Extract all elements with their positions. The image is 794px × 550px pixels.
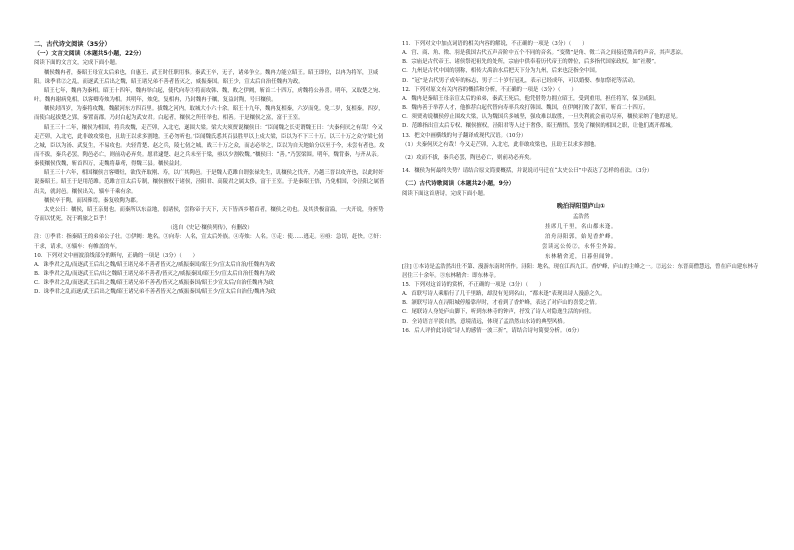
passage-paragraph: 穰侯魏冉者，秦昭王母宣太后弟也，自惠王、武王时任职用事。秦武王卒，无子，诸弟争立。魏冉力能立昭王。昭王即位，以冉为将军，卫咸阳。诛季君②之乱，而逐武王后出之魏，昭王诸兄弟不善者皆灭之，威振秦国。昭王少，宣太后自治任魏冉为政。 bbox=[34, 69, 379, 85]
poem-line: 挂席几千里，名山都未逢。 bbox=[545, 223, 617, 230]
question-10-option-d: D．诛季君之乱而逐/武王后出之魏/昭王诸兄弟不善者皆灭之/威振秦国/昭王少/宣太后自治任/魏冉为政 bbox=[34, 289, 276, 296]
question-13-item-2: （2）攻而不拔，秦兵必罢，陶邑必亡，则前功必弃矣。 bbox=[402, 154, 535, 161]
question-11-option-d: D．“冠”是古代男子成年的标志，男子二十岁行冠礼，表示已经成年，可以婚娶、参加祭祀等活动。 bbox=[402, 77, 639, 84]
right-column bbox=[402, 40, 760, 336]
passage-paragraph: 昭王三十六年，相国穰侯言客卿灶，欲伐齐取刚、寿，以广其陶邑。于是魏人范雎自谓张禄先生，讥穰侯之伐齐，乃越三晋以攻齐也，以此时奸说秦昭王。昭王于是用范雎。范雎言宣太后专制，穰侯擅权于诸侯，泾阳君、高陵君之属太侈，富于王室。于是秦昭王悟，乃免相国，令泾阳之属皆出关，就封邑。穰侯出关，辎车千乘有余。 bbox=[34, 170, 385, 195]
question-13: 13．把文中画横线的句子翻译成现代汉语。（10分） bbox=[402, 132, 527, 139]
question-10: 10．下列对文中画波浪线部分的断句，正确的一项是（3分）（ ） bbox=[34, 252, 198, 259]
poem-line: 东林精舍近，日暮但闻钟。 bbox=[545, 254, 617, 261]
section-title: 二、古代诗文阅读（35分） bbox=[34, 41, 111, 48]
question-12-option-d: D．范雎指出宣太后专权、穰侯擅权，泾阳君等人过于奢侈，昭王醒悟，罢免了穰侯的相国之职，让他们离开都城。 bbox=[402, 123, 676, 130]
question-10-option-a: A．诛季君之乱/而逐武王后出之魏/昭王诸兄弟不善者皆灭之/威振秦国/昭王少/宣太后自治/任魏冉为政 bbox=[34, 261, 276, 268]
question-12-option-c: C．须贾劝说穰侯停止围攻大梁，认为魏国兵多城坚，强攻难以取胜，一旦失利就会前功尽弃，穰侯采纳了他的意见。 bbox=[402, 114, 682, 121]
poetry-instructions: 阅读下面这首唐诗，完成下面小题。 bbox=[402, 190, 489, 197]
question-12-option-a: A．魏冉是秦昭王母亲宣太后的弟弟，秦武王死后，他凭借势力拥立昭王，受到重用，担任将军，保卫咸阳。 bbox=[402, 95, 660, 102]
passage-paragraph: 穰侯卒于陶，而因葬焉。秦复收陶为郡。 bbox=[44, 197, 142, 204]
poem-line: 泊舟浔阳郭，始见香炉峰。 bbox=[545, 233, 617, 240]
question-15-option-d: D．全诗语言平淡自然，意境清远，体现了孟浩然山水诗的典型风格。 bbox=[402, 318, 569, 325]
passage-paragraph: 穰侯封四岁，为秦将攻魏。魏献河东方四百里。拔魏之河内，取城大小六十余。昭王十九年，魏冉复相秦，六岁而免。免二岁，复相秦。四岁，而使白起拔楚之郢，秦置南郡。乃封白起为武安君。白起者，穰侯之所任举也，相善。于是穰侯之富，富于王室。 bbox=[34, 106, 384, 122]
question-16: 16．后人评价此诗说“诗人的感情一波三折”，请结合诗句简要分析。（6分） bbox=[402, 327, 583, 334]
question-15-option-b: B．颔联写诗人在浔阳城停船靠岸时，才看到了香炉峰，表达了对庐山的喜爱之情。 bbox=[402, 300, 601, 307]
question-11: 11．下列对文中加点词语的相关内容的解说，不正确的一项是（3分）（ ） bbox=[402, 41, 588, 47]
question-15-option-c: C．尾联诗人身处庐山脚下，听到东林寺的钟声，抒发了诗人对隐逸生活的向往。 bbox=[402, 309, 595, 316]
question-11-option-a: A．宫、商、角、徵、羽是我国古代五声音阶中五个不同的音名。“变徵”是角、徵二音之间接近徵音的声音，其声悲凉。 bbox=[402, 50, 687, 57]
poem-title: 晚泊浔阳望庐山① bbox=[556, 202, 606, 210]
prose-instructions: 阅读下面的文言文，完成下面小题。 bbox=[34, 60, 121, 67]
subsection-title-poetry: （二）古代诗歌阅读（本题共2小题，9分） bbox=[402, 181, 515, 188]
passage-source: （选自《史记·穰侯列传》，有删改） bbox=[167, 225, 253, 232]
question-13-item-1: （1）夫秦何厌之有哉！今又走芒卯，入北宅，此非敢攻梁也，且劫王以求多割地。 bbox=[402, 141, 600, 148]
passage-notes: 注：①季君：指秦昭王的弟弟公子壮。②伊阙：地名。③向寿：人名，宣太后外族。④寿烛：人名。⑤走：使……逃走。⑥亟：急切，赶快。⑦奸：干求，请求。⑧辎车：有帷盖的车。 bbox=[34, 234, 385, 250]
subsection-title-classical-prose: （一）文言文阅读（本题共5小题，22分） bbox=[34, 51, 145, 57]
poem-line: 尝读远公传②，永怀尘外踪。 bbox=[542, 244, 620, 251]
poem-notes: [注] ①本诗是孟浩然出仕不第、漫游东南时所作。浔阳：地名，现在江西九江。香炉峰，庐山的主峰之一。②远公：东晋高僧慧远，曾在庐山建东林寺居住三十余年。③东林精舍：即东林寺。 bbox=[402, 263, 759, 279]
question-12-option-b: B．魏冉善于举荐人才，他推荐白起代替向寿率兵攻打韩国、魏国，在伊阙打败了敌军，斩首二十四万。 bbox=[402, 105, 649, 112]
passage-paragraph: 昭王七年，魏冉为秦相。昭王十四年，魏冉举白起，使代向寿③将而攻韩、魏，败之伊阙，斩首二十四万，虏魏将公孙喜。明年，又取楚之宛、叶。魏冉谢病免相，以客卿寿烛为相。其明年，烛免，复相冉，乃封魏冉于穰，复益封陶，号曰穰侯。 bbox=[34, 87, 384, 104]
question-11-option-b: B．宗庙是古代帝王、诸侯祭祀祖先的处所，宗庙中供奉着历代帝王的牌位，后多指代国家政权，如“社稷”。 bbox=[402, 59, 660, 66]
passage-paragraph: 太史公曰：穰侯，昭王亲舅也。而秦所以东益地，弱诸侯，尝称帝于天下，天下皆西乡稽首者，穰侯之功也。及其贵极富溢，一夫开说，身折势夺而以忧死，况于羁旅之臣乎！ bbox=[34, 206, 384, 223]
question-11-option-c: C．九州是古代中国的别称，相传大禹治水后把天下分为九州，后来也泛指全中国。 bbox=[402, 68, 601, 75]
left-column bbox=[34, 40, 386, 297]
question-15-option-a: A．首联写诗人乘船行了几千里路，却没有见到名山，“都未逢”表现出诗人漫游之久。 bbox=[402, 291, 606, 298]
question-10-option-b: B．诛季君之乱/而逐武王后/出之魏昭王诸兄弟不善者/皆灭之/威振秦国/昭王少/宣太后自治任魏冉为政 bbox=[34, 271, 276, 277]
question-14: 14．穰侯为何最终失势？请结合原文简要概括，并说说司马迁在“太史公曰”中表达了怎样的看法。（3分） bbox=[402, 168, 653, 175]
passage-paragraph: 昭王三十二年，穰侯为相国，将兵攻魏，走芒卯，入北宅，遂围大梁。梁大夫须贾说穰侯曰：“臣闻魏之长吏谓魏王曰：‘夫秦何厌之有哉！今又走芒卯，入北宅，此非敢攻梁也，且劫王以求多割地。王必勿听也。’臣闻魏氏悉其百县胜甲以上戍大梁，臣以为不下三十万。以三十万之众守梁七仞之城，臣以为汤、武复生，不易攻也。夫轻背楚、赵之兵，陵七仞之城，战三十万之众，而志必举之，臣以为自天地始分以至于今，未尝有者也。攻而不拔，秦兵必罢，陶邑必亡，则前功必弃矣。愿君逮楚、赵之兵未至于梁，亟以少割收魏。”穰侯曰：“善。”乃罢梁围。明年，魏背秦，与齐从亲。秦使穰侯伐魏，斩首四万，走魏将暴鸢，得魏三县。穰侯益封。 bbox=[34, 124, 385, 168]
question-10-option-c: C．诛季君之乱/而逐武王后出之魏/昭王诸兄弟不善者/皆灭之威振秦国/昭王少宣太后/自治任魏冉为政 bbox=[34, 280, 274, 287]
question-15: 15．下列对这首诗的赏析，不正确的一项是（3分）（ ） bbox=[402, 281, 545, 288]
question-12: 12．下列对原文有关内容的概括和分析，不正确的一项是（3分）（ ） bbox=[402, 86, 577, 93]
poem-author: 孟浩然 bbox=[572, 213, 590, 220]
